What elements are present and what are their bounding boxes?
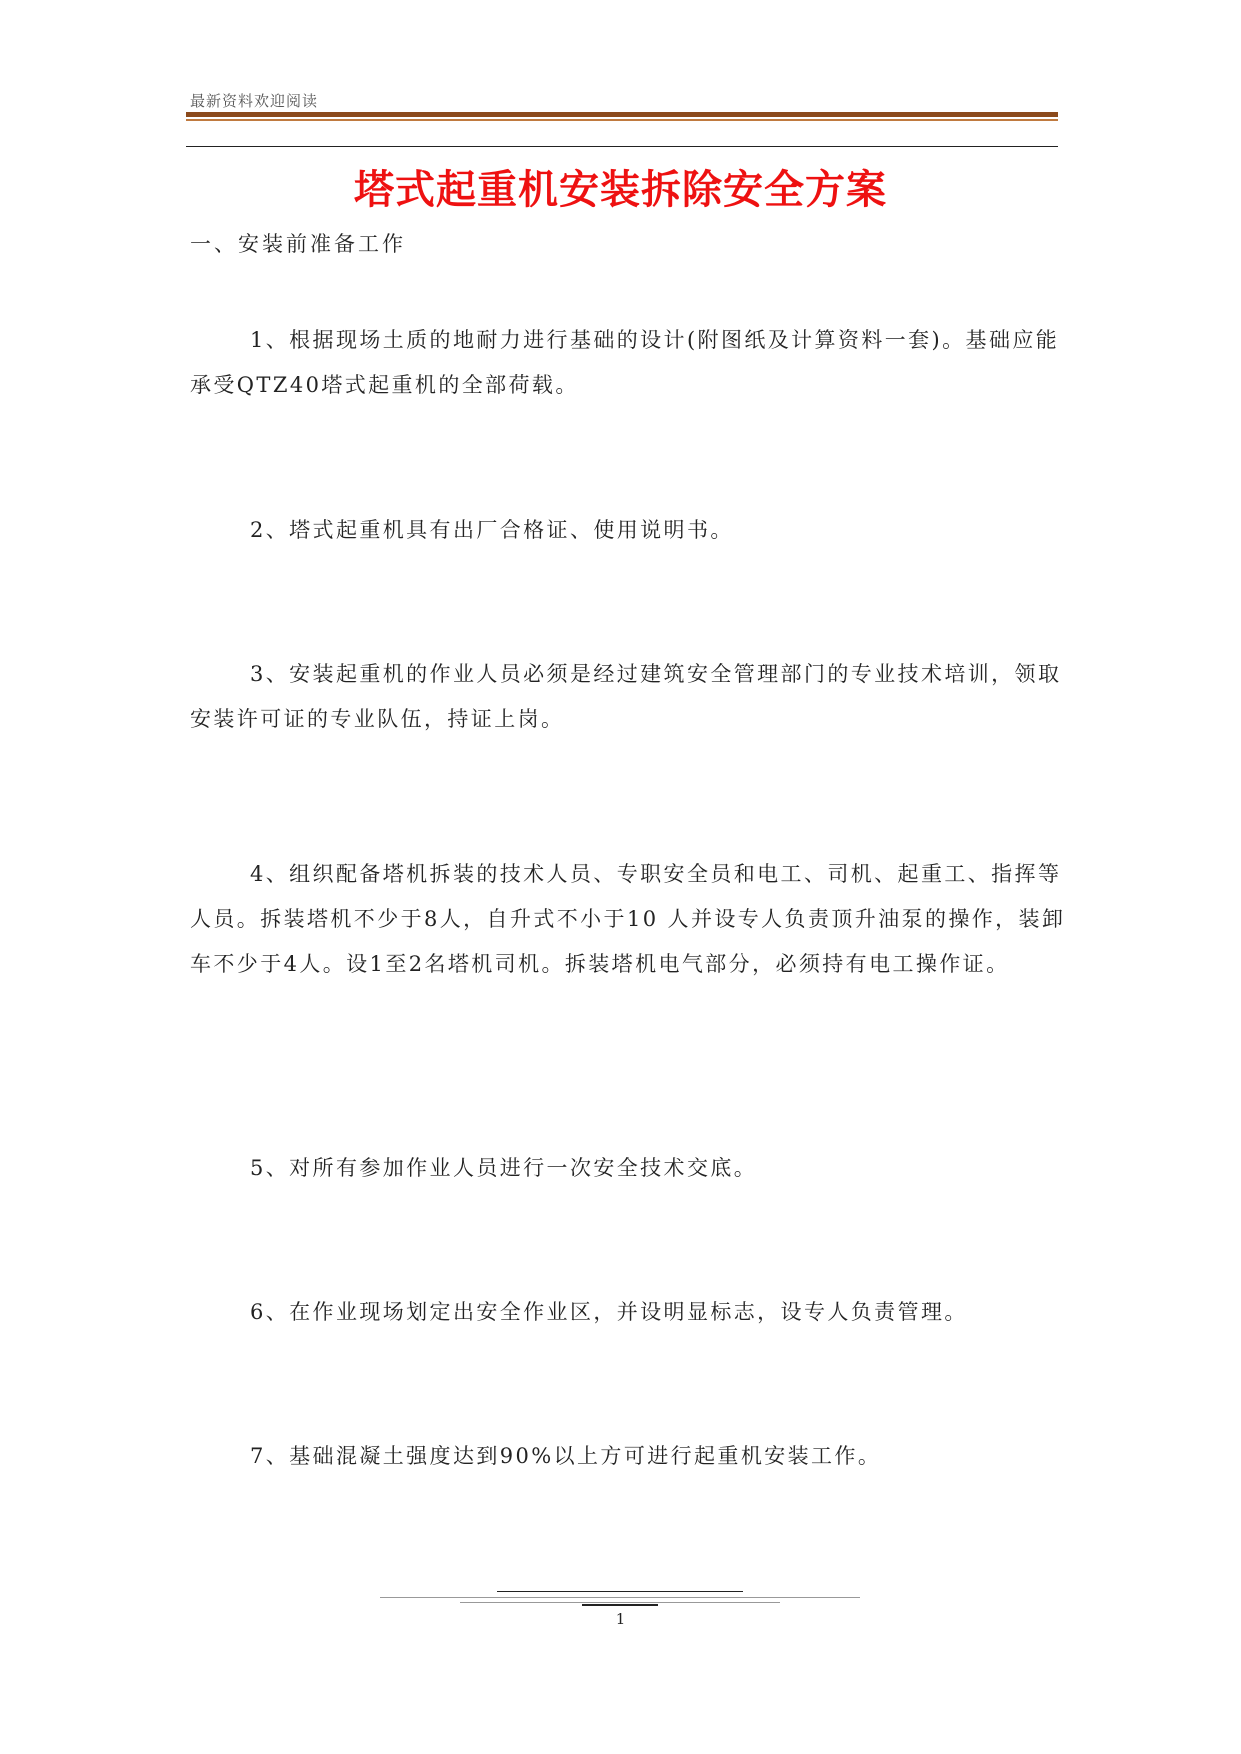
footer-rule-center <box>582 1604 658 1606</box>
header-rule-underline <box>186 146 1058 147</box>
paragraph-1: 1、根据现场土质的地耐力进行基础的设计(附图纸及计算资料一套)。基础应能承受QTZ40塔式起重机的全部荷载。 <box>190 328 1060 397</box>
paragraph-4: 4、组织配备塔机拆装的技术人员、专职安全员和电工、司机、起重工、指挥等人员。拆装塔机不少于8人，自升式不小于10 人并设专人负责顶升油泵的操作，装卸车不少于4人。设1至2名塔机司机。拆装塔机电气部分，必须持有电工操作证。 <box>190 862 1066 976</box>
footer-rule-outer <box>380 1597 860 1598</box>
page-header-text: 最新资料欢迎阅读 <box>190 92 319 110</box>
header-rule-thick <box>186 112 1058 117</box>
paragraph-5: 5、对所有参加作业人员进行一次安全技术交底。 <box>250 1156 758 1180</box>
paragraph-6: 6、在作业现场划定出安全作业区，并设明显标志，设专人负责管理。 <box>250 1300 968 1324</box>
document-title: 塔式起重机安装拆除安全方案 <box>354 167 887 213</box>
paragraph-2: 2、塔式起重机具有出厂合格证、使用说明书。 <box>250 518 734 542</box>
header-rule-thin <box>186 119 1058 121</box>
page-number: 1 <box>615 1610 626 1628</box>
footer-rule-middle <box>460 1602 780 1603</box>
paragraph-7: 7、基础混凝土强度达到90%以上方可进行起重机安装工作。 <box>250 1444 882 1468</box>
footer-rule-top <box>497 1591 743 1592</box>
section-heading: 一、安装前准备工作 <box>190 232 406 256</box>
paragraph-3: 3、安装起重机的作业人员必须是经过建筑安全管理部门的专业技术培训，领取安装许可证的专业队伍，持证上岗。 <box>190 662 1062 731</box>
